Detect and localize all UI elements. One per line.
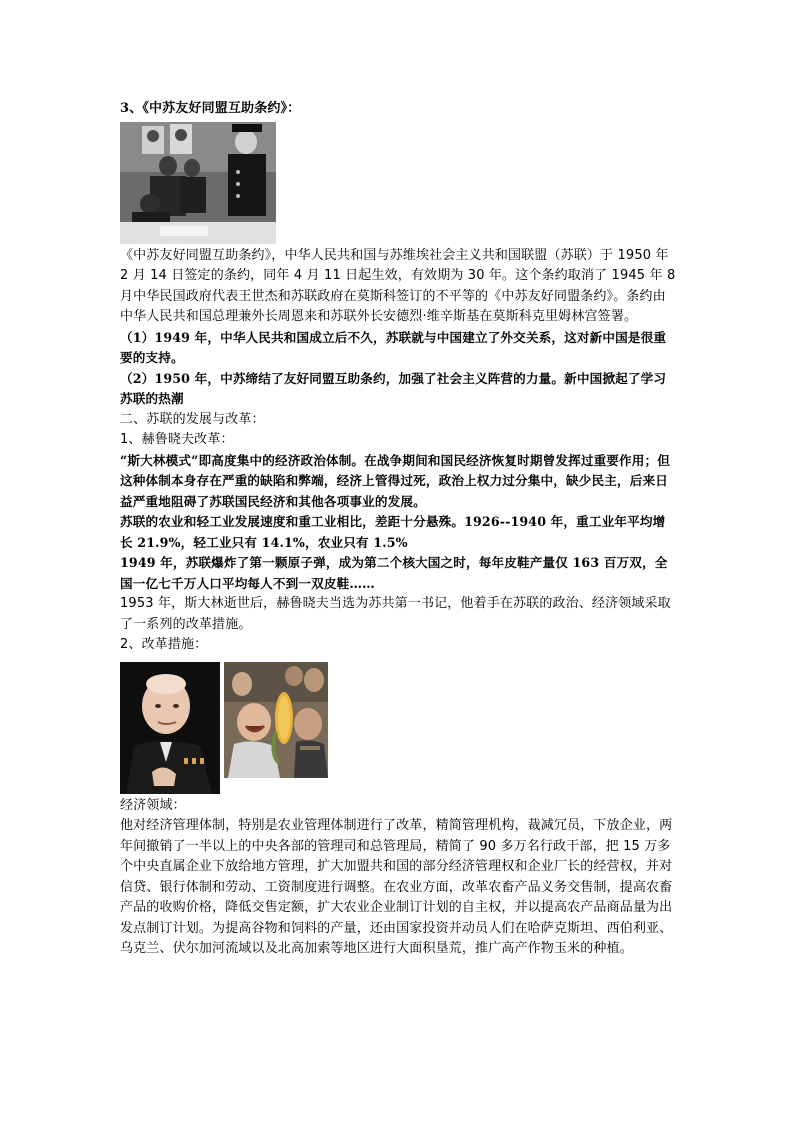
khrushchev-portrait-photo [120,662,220,794]
khrushchev-1953-paragraph: 1953 年，斯大林逝世后，赫鲁晓夫当选为苏共第一书记，他着手在苏联的政治、经济领域采取了一系列的改革措施。 [120,596,671,632]
stalin-model-paragraph: “斯大林模式”即高度集中的经济政治体制。在战争期间和国民经济恢复时期曾发挥过重要作用；但这种体制本身存在严重的缺陷和弊端，经济上管得过死，政治上权力过分集中，缺少民主，后来日益严重地阻碍了苏联国民经济和其他各项事业的发展。 [120,452,671,509]
treaty-signing-photo [120,122,678,244]
point-2: （2）1950 年，中苏缔结了友好同盟互助条约，加强了社会主义阵营的力量。新中国掀起了学习苏联的热潮 [120,370,667,406]
point-1: （1）1949 年，中华人民共和国成立后不久，苏联就与中国建立了外交关系，这对新中国是很重要的支持。 [120,329,667,365]
treaty-paragraph: 《中苏友好同盟互助条约》，中华人民共和国与苏维埃社会主义共和国联盟（苏联）于 1950 年 2 月 14 日签定的条约，同年 4 月 11 日起生效，有效期为 30 年。这个条约取消了 1945 年 8 月中华民国政府代表王世杰和苏联政府在莫斯科签订的不平等的《中苏友好同盟条约》。条约由中华人民共和国总理兼外长周恩来和苏联外长安德烈·维辛斯基在莫斯科克里姆林宫签署。 [120,247,676,324]
bomb-1949-paragraph: 1949 年，苏联爆炸了第一颗原子弹，成为第二个核大国之时，每年皮鞋产量仅 163 百万双，全国一亿七千万人口平均每人不到一双皮鞋…… [120,555,668,591]
part2-heading: 二、苏联的发展与改革： [120,411,265,427]
section3-heading: 3、《中苏友好同盟互助条约》： [120,101,301,116]
khrushchev-corn-photo [224,662,328,778]
khrushchev-photos [120,662,678,794]
economic-heading: 经济领域： [120,797,186,813]
sub2-heading: 2、改革措施： [120,637,208,652]
agriculture-paragraph: 苏联的农业和轻工业发展速度和重工业相比，差距十分悬殊。1926--1940 年，重工业年平均增长 21.9%，轻工业只有 14.1%，农业只有 1.5% [120,514,666,550]
sub1-heading: 1、赫鲁晓夫改革： [120,432,234,447]
document-content [120,99,678,960]
economic-paragraph: 他对经济管理体制，特别是农业管理体制进行了改革，精简管理机构，裁减冗员，下放企业，两年间撤销了一半以上的中央各部的管理司和总管理局，精简了 90 多万名行政干部，把 15 万多个中央直属企业下放给地方管理，扩大加盟共和国的部分经济管理权和企业厂长的经营权，并对信贷、银行体制和劳动、工资制度进行调整。在农业方面，改革农畜产品义务交售制，提高农畜产品的收购价格，降低交售定额，扩大农业企业制订计划的自主权，并以提高农产品商品量为出发点制订计划。为提高谷物和饲料的产量，还由国家投资并动员人们在哈萨克斯坦、西伯利亚、乌克兰、伏尔加河流域以及北高加索等地区进行大面积垦荒，推广高产作物玉米的种植。 [120,818,673,956]
